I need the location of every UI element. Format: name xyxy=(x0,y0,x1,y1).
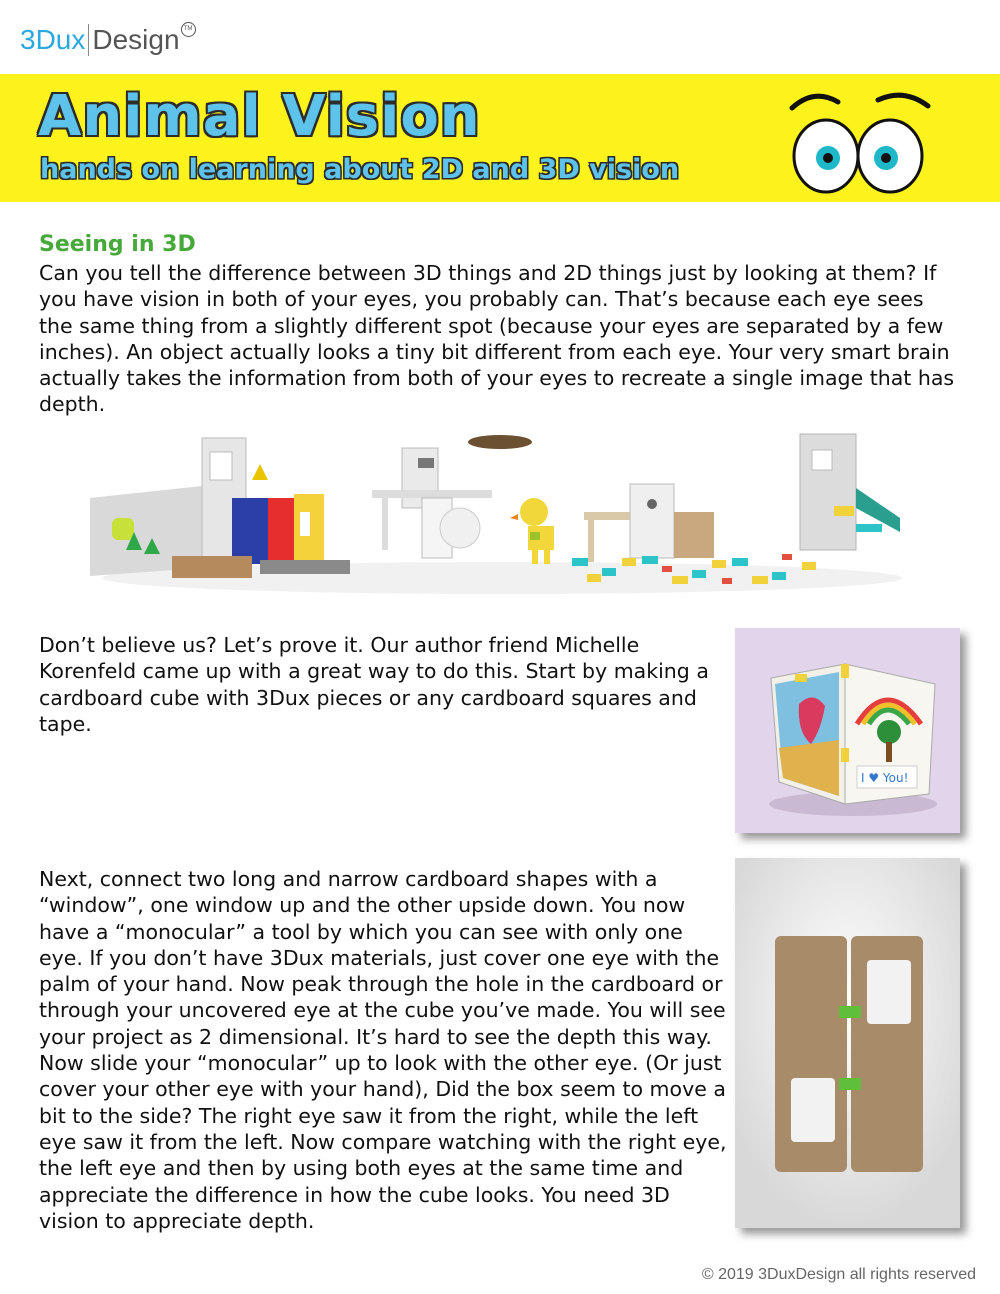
cube-drawing-caption: I ♥ You! xyxy=(861,771,909,785)
decorated-cube-image xyxy=(735,628,960,833)
cartoon-eyes-icon xyxy=(778,86,938,194)
page-title: Animal Vision xyxy=(38,84,481,149)
cardboard-structures-image xyxy=(82,428,904,594)
copyright-footer: © 2019 3DuxDesign all rights reserved xyxy=(701,1266,976,1283)
intro-paragraph: Can you tell the difference between 3D things and 2D things just by looking at them? If you have vision in both of your eyes, you probably can. That’s because each eye sees the same thing from a slightly different spot (because your eyes are separated by a few inches). An object actually looks a tiny bit different from each eye. Your very smart brain actually takes the information from both of your eyes to recreate a single image that has depth. xyxy=(39,261,955,417)
logo-text-3dux: 3Dux xyxy=(20,24,86,55)
logo-text-design: Design xyxy=(92,24,180,55)
cube-instructions-paragraph: Don’t believe us? Let’s prove it. Our author friend Michelle Korenfeld came up with a great way to do this. Start by making a cardboard cube with 3Dux pieces or any cardboard squares and tape. xyxy=(39,633,709,736)
monocular-instructions-paragraph: Next, connect two long and narrow cardboard shapes with a “window”, one window up and the other upside down. You now have a “monocular” a tool by which you can see with only one eye. If you don’t have 3Dux materials, just cover one eye with the palm of your hand. Now peak through the hole in the cardboard or through your uncovered eye at the cube you’ve made. You will see your project as 2 dimensional. It’s hard to see the depth this way. Now slide your “monocular” up to look with the other eye. (Or just cover your other eye with your hand), Did the box seem to move a bit to the side? The right eye saw it from the right, while the left eye saw it from the left. Now compare watching with the right eye, the left eye and then by using both eyes at the same time and appreciate the difference in how the cube looks. You need 3D vision to appreciate depth. xyxy=(39,867,727,1233)
brand-logo xyxy=(20,22,196,58)
trademark-badge: TM xyxy=(181,22,196,37)
logo-divider xyxy=(88,24,89,56)
title-banner xyxy=(0,74,1000,202)
section-heading: Seeing in 3D xyxy=(39,232,196,257)
page-subtitle: hands on learning about 2D and 3D vision xyxy=(40,154,680,185)
cardboard-monocular-image xyxy=(735,858,960,1228)
